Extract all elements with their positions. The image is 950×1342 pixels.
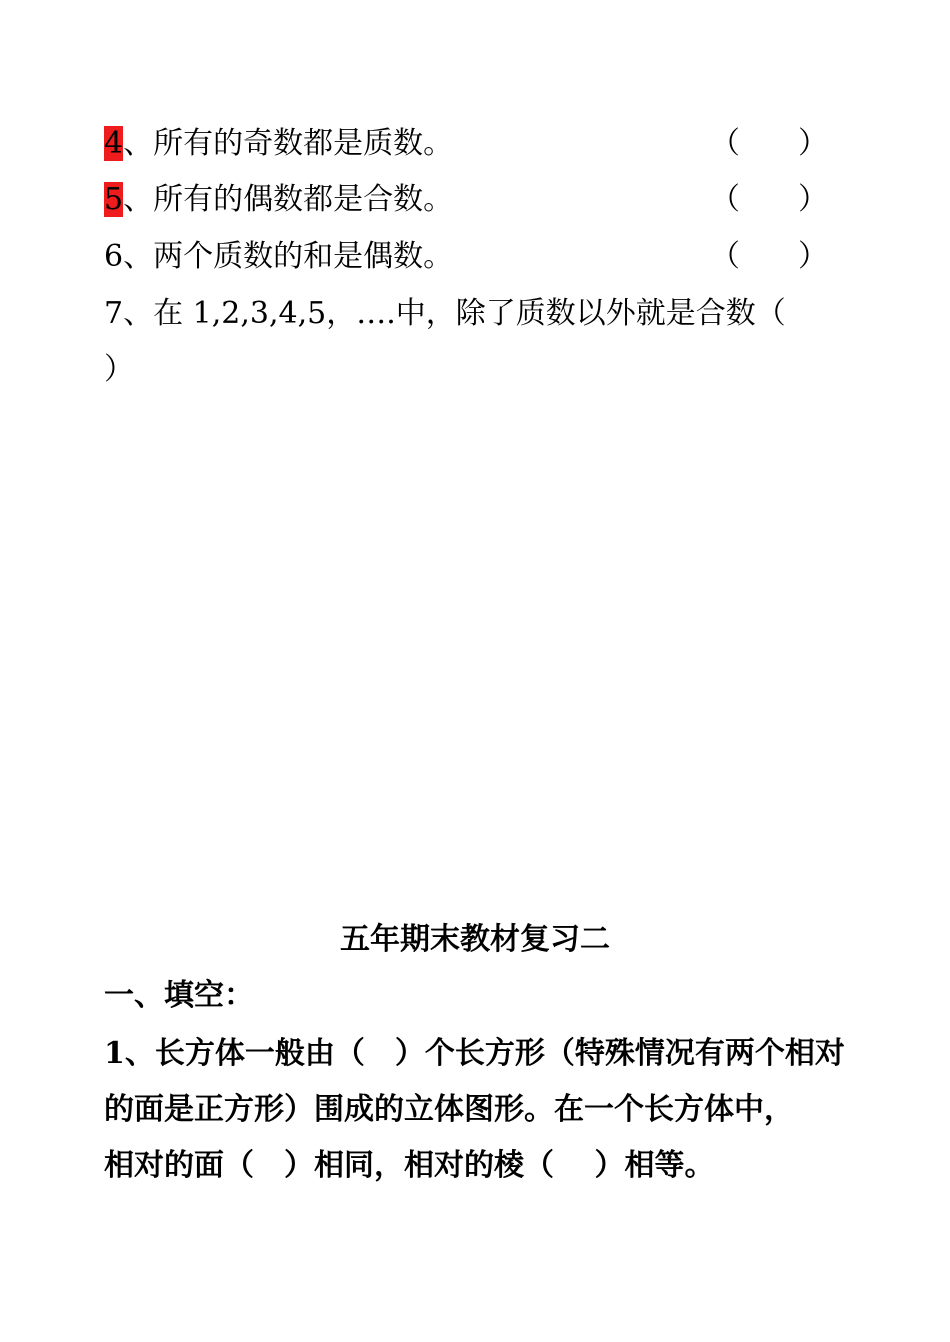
- question-5: [104, 180, 453, 220]
- question-4-close-paren: ）: [798, 126, 828, 161]
- question-6-answer-parens: [710, 237, 828, 277]
- question-4-number: 4: [104, 126, 124, 161]
- fill-question-1-line-3: 相对的面（ ）相同，相对的棱（ ）相等。: [104, 1148, 715, 1183]
- fill-question-1-line-1: [104, 1034, 845, 1074]
- question-4: [104, 124, 453, 164]
- fill-question-1-line-2: 的面是正方形）围成的立体图形。在一个长方体中，: [104, 1092, 794, 1127]
- question-4-answer-parens: [710, 124, 828, 164]
- question-5-close-paren: ）: [798, 182, 828, 217]
- section-title: 五年期末教材复习二: [340, 922, 610, 957]
- question-6-text: 、两个质数的和是偶数。: [123, 239, 454, 274]
- question-7-line-2: ）: [104, 352, 134, 387]
- question-5-open-paren: （: [710, 182, 740, 217]
- question-4-open-paren: （: [710, 126, 740, 161]
- question-5-number: 5: [104, 182, 124, 217]
- question-6: [104, 237, 453, 277]
- question-7-line-1: 7、在 1,2,3,4,5，….中，除了质数以外就是合数（: [104, 296, 786, 331]
- question-6-open-paren: （: [710, 239, 740, 274]
- question-5-text: 、所有的偶数都是合数。: [123, 182, 454, 217]
- question-6-close-paren: ）: [798, 239, 828, 274]
- section-heading: 一、填空：: [104, 978, 254, 1013]
- question-6-number: 6: [104, 239, 124, 274]
- question-4-text: 、所有的奇数都是质数。: [123, 126, 454, 161]
- fill-question-1-number: 1: [104, 1036, 125, 1071]
- fill-question-1-text-1: 、长方体一般由（ ）个长方形（特殊情况有两个相对: [124, 1036, 845, 1071]
- question-5-answer-parens: [710, 180, 828, 220]
